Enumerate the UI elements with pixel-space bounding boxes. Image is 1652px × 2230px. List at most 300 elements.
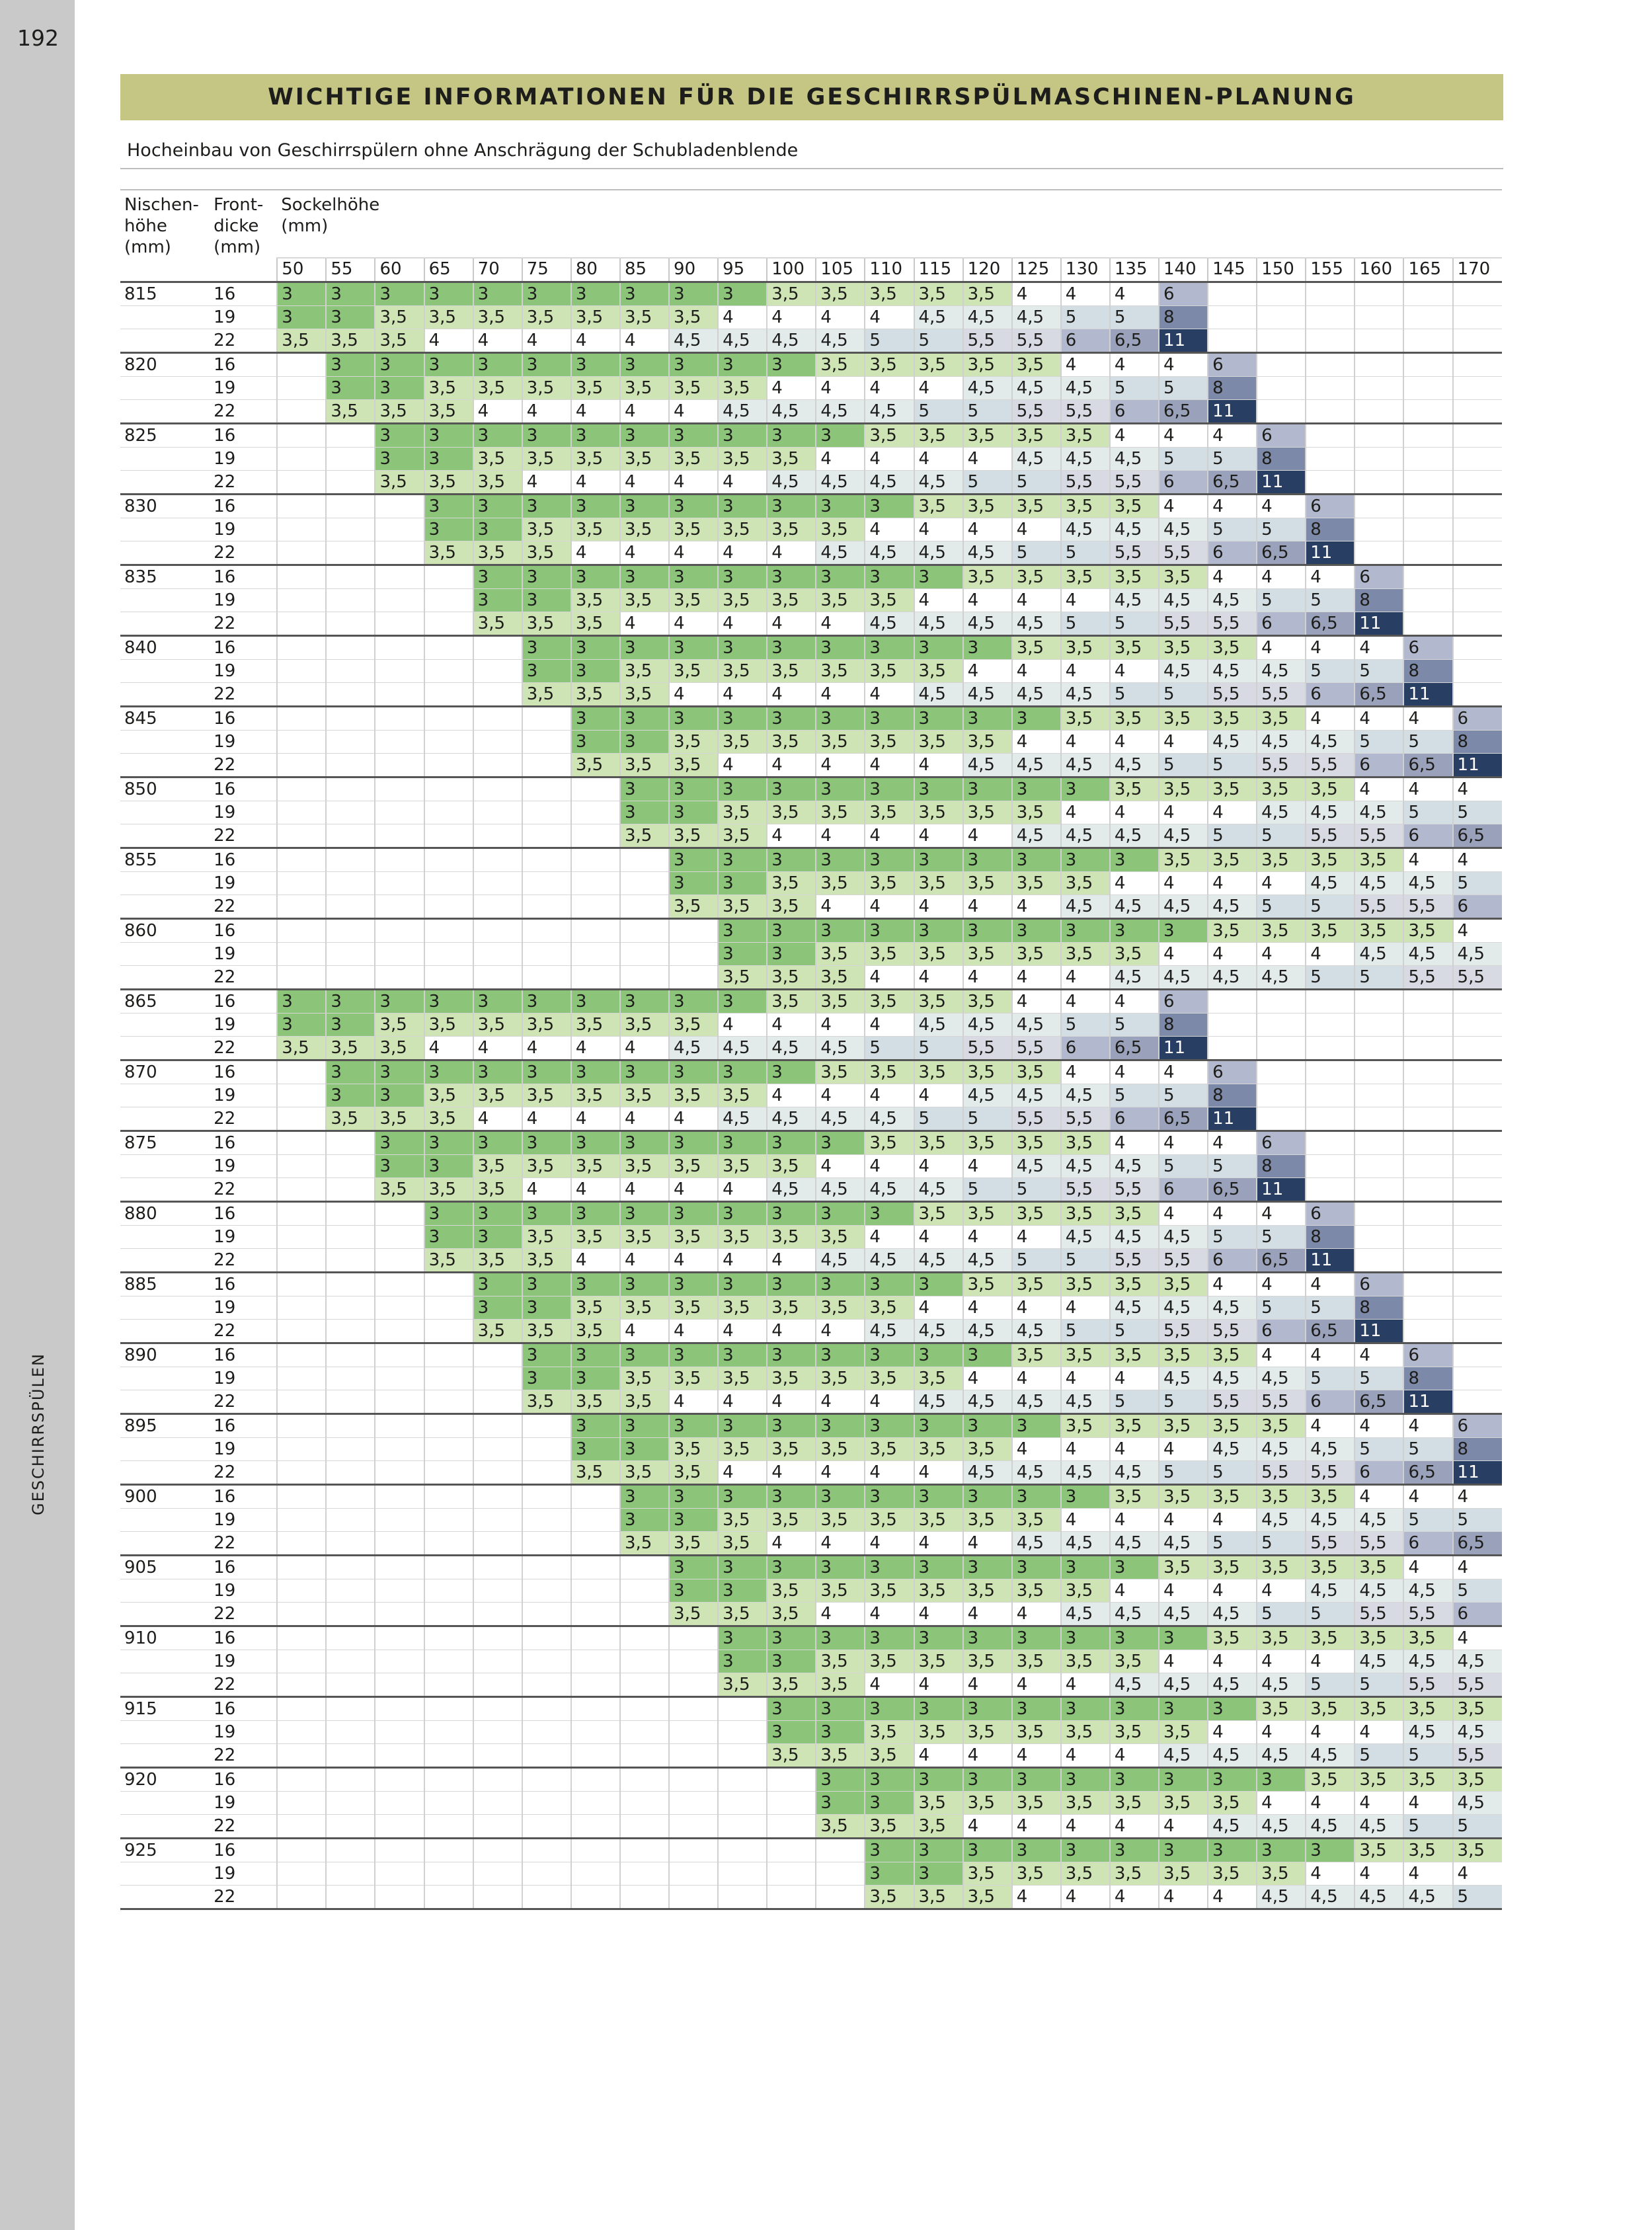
value-cell: 3,5 xyxy=(1355,1556,1403,1579)
value-cell: 3 xyxy=(424,1155,473,1178)
value-cell: 4 xyxy=(865,1014,914,1037)
value-cell xyxy=(424,1390,473,1414)
value-cell: 3,5 xyxy=(718,824,767,848)
value-cell: 3,5 xyxy=(1306,1485,1355,1509)
value-cell xyxy=(669,1768,718,1792)
value-cell: 4 xyxy=(1257,872,1306,895)
value-cell: 4 xyxy=(1208,801,1257,824)
value-cell: 4,5 xyxy=(963,377,1012,400)
value-cell: 4 xyxy=(473,400,522,424)
value-cell: 4 xyxy=(620,1249,669,1273)
value-cell: 3,5 xyxy=(1012,1131,1061,1155)
value-cell: 4 xyxy=(1159,1815,1208,1839)
value-cell: 4 xyxy=(669,612,718,636)
value-cell xyxy=(326,777,375,801)
value-cell: 3,5 xyxy=(1061,565,1110,589)
value-cell: 4,5 xyxy=(865,471,914,495)
value-cell: 4 xyxy=(914,966,963,990)
table-row xyxy=(120,1509,1502,1532)
value-cell xyxy=(571,1579,620,1603)
value-cell: 4 xyxy=(1257,1721,1306,1744)
value-cell: 3 xyxy=(1012,707,1061,731)
value-cell xyxy=(326,1178,375,1202)
nischenhoehe-cell xyxy=(120,966,210,990)
frontdicke-cell: 22 xyxy=(210,824,277,848)
value-cell: 4,5 xyxy=(865,1320,914,1343)
value-cell xyxy=(1355,495,1403,518)
value-cell: 5 xyxy=(1061,1014,1110,1037)
value-cell: 3 xyxy=(473,495,522,518)
value-cell: 3,5 xyxy=(1159,1485,1208,1509)
value-cell: 3,5 xyxy=(620,518,669,541)
value-cell: 4 xyxy=(1403,707,1452,731)
value-cell: 4 xyxy=(522,329,571,353)
value-cell: 3 xyxy=(473,1060,522,1084)
table-row xyxy=(120,1461,1502,1485)
table-row xyxy=(120,1343,1502,1367)
value-cell: 6,5 xyxy=(1453,824,1502,848)
value-cell: 3,5 xyxy=(1110,1343,1159,1367)
nischenhoehe-cell xyxy=(120,1862,210,1886)
value-cell: 5,5 xyxy=(1012,400,1061,424)
value-cell xyxy=(424,1792,473,1815)
value-cell: 4 xyxy=(1061,1673,1110,1697)
value-cell xyxy=(277,1862,326,1886)
value-cell: 3 xyxy=(1110,1556,1159,1579)
sockel-header-cell: 130 xyxy=(1061,258,1110,282)
value-cell xyxy=(1453,1131,1502,1155)
value-cell xyxy=(375,1792,424,1815)
value-cell xyxy=(1306,1084,1355,1107)
value-cell xyxy=(277,1084,326,1107)
value-cell: 4,5 xyxy=(963,1461,1012,1485)
value-cell: 3 xyxy=(816,636,865,660)
value-cell xyxy=(375,1273,424,1296)
value-cell xyxy=(1306,990,1355,1014)
value-cell: 4 xyxy=(1012,518,1061,541)
value-cell xyxy=(277,377,326,400)
value-cell: 4 xyxy=(1110,1579,1159,1603)
value-cell: 5,5 xyxy=(1355,824,1403,848)
value-cell: 4 xyxy=(767,683,816,707)
value-cell: 5,5 xyxy=(1012,1037,1061,1060)
value-cell: 3 xyxy=(767,1273,816,1296)
value-cell: 11 xyxy=(1257,1178,1306,1202)
nischenhoehe-cell: 880 xyxy=(120,1202,210,1226)
value-cell: 4 xyxy=(1403,1792,1452,1815)
value-cell: 3 xyxy=(767,777,816,801)
value-cell: 3 xyxy=(620,707,669,731)
value-cell xyxy=(1453,377,1502,400)
value-cell: 3,5 xyxy=(1012,424,1061,448)
value-cell: 6 xyxy=(1453,1414,1502,1438)
value-cell: 3 xyxy=(914,1273,963,1296)
value-cell: 4,5 xyxy=(816,1178,865,1202)
value-cell: 3,5 xyxy=(1208,707,1257,731)
value-cell xyxy=(1403,1131,1452,1155)
nischenhoehe-cell xyxy=(120,1744,210,1768)
value-cell: 3 xyxy=(473,353,522,377)
value-cell: 3,5 xyxy=(1306,1556,1355,1579)
frontdicke-cell: 16 xyxy=(210,1414,277,1438)
value-cell: 3 xyxy=(816,1768,865,1792)
value-cell: 3 xyxy=(522,353,571,377)
value-cell xyxy=(669,919,718,943)
value-cell: 3 xyxy=(767,1202,816,1226)
value-cell: 4 xyxy=(473,1037,522,1060)
value-cell: 4,5 xyxy=(816,541,865,565)
value-cell: 4,5 xyxy=(1061,824,1110,848)
value-cell: 11 xyxy=(1453,1461,1502,1485)
value-cell xyxy=(424,1768,473,1792)
value-cell: 4 xyxy=(571,1249,620,1273)
value-cell xyxy=(816,1886,865,1909)
header-nische-line: höhe xyxy=(124,216,167,236)
value-cell: 4 xyxy=(1012,282,1061,306)
value-cell: 3,5 xyxy=(816,1673,865,1697)
value-cell: 5,5 xyxy=(1159,1249,1208,1273)
value-cell: 3 xyxy=(816,565,865,589)
value-cell: 4 xyxy=(767,824,816,848)
nischenhoehe-cell xyxy=(120,1014,210,1037)
value-cell: 4 xyxy=(1012,990,1061,1014)
value-cell: 4,5 xyxy=(963,612,1012,636)
value-cell: 3,5 xyxy=(571,612,620,636)
value-cell: 4 xyxy=(571,400,620,424)
value-cell xyxy=(669,1839,718,1862)
value-cell xyxy=(1306,329,1355,353)
value-cell: 6,5 xyxy=(1257,541,1306,565)
value-cell: 3,5 xyxy=(1403,1697,1452,1721)
value-cell: 4 xyxy=(1061,1886,1110,1909)
value-cell xyxy=(571,824,620,848)
value-cell: 4 xyxy=(1257,943,1306,966)
value-cell: 3,5 xyxy=(1012,565,1061,589)
table-row xyxy=(120,636,1502,660)
frontdicke-cell: 19 xyxy=(210,731,277,754)
value-cell: 3 xyxy=(571,1343,620,1367)
value-cell: 4 xyxy=(1257,495,1306,518)
value-cell: 4 xyxy=(522,471,571,495)
value-cell: 4 xyxy=(1159,353,1208,377)
value-cell: 3 xyxy=(865,1273,914,1296)
value-cell: 3,5 xyxy=(1012,943,1061,966)
value-cell xyxy=(522,1721,571,1744)
value-cell: 3,5 xyxy=(718,1509,767,1532)
value-cell xyxy=(473,1414,522,1438)
value-cell: 3,5 xyxy=(865,1367,914,1390)
value-cell xyxy=(326,565,375,589)
value-cell xyxy=(424,1603,473,1626)
frontdicke-cell: 19 xyxy=(210,660,277,683)
value-cell: 5,5 xyxy=(1110,1178,1159,1202)
value-cell: 3,5 xyxy=(767,872,816,895)
value-cell: 4 xyxy=(424,1037,473,1060)
value-cell: 4,5 xyxy=(963,1084,1012,1107)
value-cell: 3 xyxy=(914,1485,963,1509)
value-cell: 6,5 xyxy=(1403,1461,1452,1485)
value-cell: 4,5 xyxy=(1061,754,1110,777)
table-row xyxy=(120,1320,1502,1343)
value-cell: 5 xyxy=(1257,1226,1306,1249)
value-cell: 3,5 xyxy=(620,1532,669,1556)
value-cell: 3,5 xyxy=(669,895,718,919)
value-cell: 3 xyxy=(1110,1768,1159,1792)
value-cell: 3 xyxy=(1061,1485,1110,1509)
value-cell: 3 xyxy=(669,801,718,824)
value-cell: 3,5 xyxy=(571,448,620,471)
value-cell: 4 xyxy=(620,1107,669,1131)
value-cell: 3,5 xyxy=(816,990,865,1014)
value-cell: 4 xyxy=(816,1014,865,1037)
value-cell: 4 xyxy=(865,683,914,707)
value-cell: 3 xyxy=(424,1131,473,1155)
value-cell: 3 xyxy=(718,353,767,377)
value-cell: 3 xyxy=(767,848,816,872)
value-cell: 4 xyxy=(914,754,963,777)
value-cell: 6,5 xyxy=(1110,329,1159,353)
frontdicke-cell: 22 xyxy=(210,966,277,990)
value-cell: 4 xyxy=(865,1673,914,1697)
value-cell: 4,5 xyxy=(1110,1155,1159,1178)
nischenhoehe-cell: 875 xyxy=(120,1131,210,1155)
value-cell: 3 xyxy=(1012,1768,1061,1792)
value-cell: 3 xyxy=(767,1697,816,1721)
value-cell xyxy=(669,1626,718,1650)
value-cell: 4 xyxy=(1012,1296,1061,1320)
value-cell: 3 xyxy=(277,282,326,306)
value-cell: 3,5 xyxy=(1208,848,1257,872)
value-cell: 3 xyxy=(571,731,620,754)
table-row xyxy=(120,1603,1502,1626)
value-cell: 3,5 xyxy=(865,731,914,754)
value-cell: 5 xyxy=(1403,1815,1452,1839)
value-cell: 4,5 xyxy=(1110,1226,1159,1249)
value-cell: 3,5 xyxy=(718,1532,767,1556)
value-cell: 3 xyxy=(816,1626,865,1650)
value-cell xyxy=(1403,1320,1452,1343)
value-cell: 5 xyxy=(1306,895,1355,919)
value-cell xyxy=(277,1650,326,1673)
value-cell xyxy=(375,1603,424,1626)
value-cell xyxy=(620,1626,669,1650)
value-cell xyxy=(375,1673,424,1697)
value-cell: 4,5 xyxy=(1012,448,1061,471)
value-cell: 3 xyxy=(718,1579,767,1603)
value-cell xyxy=(1306,471,1355,495)
value-cell: 3,5 xyxy=(473,1084,522,1107)
value-cell: 3,5 xyxy=(669,731,718,754)
value-cell: 3,5 xyxy=(571,1320,620,1343)
value-cell: 3,5 xyxy=(865,1509,914,1532)
value-cell: 5,5 xyxy=(1061,1107,1110,1131)
value-cell xyxy=(522,1461,571,1485)
value-cell: 3 xyxy=(914,636,963,660)
table-row xyxy=(120,541,1502,565)
value-cell: 3,5 xyxy=(718,731,767,754)
sockel-header-cell: 125 xyxy=(1012,258,1061,282)
value-cell xyxy=(473,636,522,660)
value-cell: 4,5 xyxy=(1306,1579,1355,1603)
value-cell xyxy=(1453,1107,1502,1131)
value-cell: 3 xyxy=(522,1273,571,1296)
value-cell xyxy=(277,565,326,589)
value-cell: 4,5 xyxy=(1159,966,1208,990)
value-cell: 3 xyxy=(620,801,669,824)
value-cell xyxy=(424,1296,473,1320)
value-cell xyxy=(571,801,620,824)
value-cell: 4,5 xyxy=(1159,518,1208,541)
value-cell: 3,5 xyxy=(669,1155,718,1178)
value-cell: 3 xyxy=(424,518,473,541)
value-cell: 5 xyxy=(1208,1155,1257,1178)
value-cell: 4 xyxy=(963,1296,1012,1320)
value-cell: 4,5 xyxy=(1257,1509,1306,1532)
value-cell xyxy=(522,1626,571,1650)
value-cell xyxy=(1403,1014,1452,1037)
value-cell xyxy=(375,636,424,660)
value-cell: 3,5 xyxy=(767,895,816,919)
value-cell xyxy=(375,1744,424,1768)
value-cell: 4,5 xyxy=(1355,943,1403,966)
value-cell: 4,5 xyxy=(816,1249,865,1273)
value-cell xyxy=(1453,1060,1502,1084)
value-cell: 4 xyxy=(1061,1296,1110,1320)
value-cell: 4 xyxy=(767,306,816,329)
value-cell: 4 xyxy=(1012,1744,1061,1768)
value-cell: 3,5 xyxy=(522,1249,571,1273)
value-cell: 3,5 xyxy=(963,1131,1012,1155)
nischenhoehe-cell: 925 xyxy=(120,1839,210,1862)
value-cell xyxy=(1306,1131,1355,1155)
value-cell: 3,5 xyxy=(865,660,914,683)
value-cell: 5,5 xyxy=(1355,895,1403,919)
value-cell: 4,5 xyxy=(1110,1673,1159,1697)
frontdicke-cell: 22 xyxy=(210,1178,277,1202)
value-cell: 3,5 xyxy=(571,683,620,707)
value-cell: 4 xyxy=(1453,1556,1502,1579)
value-cell xyxy=(375,1296,424,1320)
value-cell xyxy=(1355,329,1403,353)
value-cell: 4,5 xyxy=(1159,1603,1208,1626)
value-cell: 3,5 xyxy=(1159,1414,1208,1438)
value-cell xyxy=(375,565,424,589)
value-cell: 3,5 xyxy=(1453,1697,1502,1721)
value-cell: 5 xyxy=(1110,612,1159,636)
value-cell: 3 xyxy=(571,1273,620,1296)
value-cell: 3,5 xyxy=(424,400,473,424)
header-spacer xyxy=(210,258,277,282)
value-cell: 4 xyxy=(718,541,767,565)
value-cell: 3,5 xyxy=(424,1249,473,1273)
value-cell: 3 xyxy=(571,1131,620,1155)
value-cell xyxy=(424,824,473,848)
value-cell: 5 xyxy=(1159,377,1208,400)
value-cell: 3 xyxy=(816,848,865,872)
value-cell: 8 xyxy=(1306,518,1355,541)
value-cell xyxy=(767,1839,816,1862)
value-cell: 3 xyxy=(963,707,1012,731)
value-cell: 3,5 xyxy=(816,660,865,683)
value-cell xyxy=(326,943,375,966)
value-cell: 4 xyxy=(963,1744,1012,1768)
value-cell: 4,5 xyxy=(1159,895,1208,919)
value-cell xyxy=(277,1249,326,1273)
value-cell: 4 xyxy=(865,1226,914,1249)
value-cell xyxy=(375,801,424,824)
value-cell xyxy=(620,1815,669,1839)
value-cell xyxy=(1453,1390,1502,1414)
table-row xyxy=(120,966,1502,990)
value-cell xyxy=(473,731,522,754)
value-cell: 3 xyxy=(865,1202,914,1226)
nischenhoehe-cell xyxy=(120,377,210,400)
value-cell: 5 xyxy=(1355,660,1403,683)
value-cell: 3 xyxy=(963,636,1012,660)
value-cell: 3,5 xyxy=(1159,1556,1208,1579)
value-cell xyxy=(522,1579,571,1603)
value-cell: 3 xyxy=(522,1367,571,1390)
value-cell: 4,5 xyxy=(1208,966,1257,990)
value-cell: 3 xyxy=(375,1084,424,1107)
value-cell xyxy=(326,1202,375,1226)
value-cell: 3,5 xyxy=(963,1438,1012,1461)
value-cell: 3,5 xyxy=(1110,1485,1159,1509)
value-cell: 4,5 xyxy=(1012,1320,1061,1343)
value-cell xyxy=(473,1485,522,1509)
value-cell: 6 xyxy=(1355,1273,1403,1296)
value-cell: 4 xyxy=(1208,1509,1257,1532)
table-subtitle: Hocheinbau von Geschirrspülern ohne Anschrägung der Schubladenblende xyxy=(127,140,799,161)
value-cell: 4 xyxy=(1306,1862,1355,1886)
value-cell: 3 xyxy=(473,565,522,589)
value-cell: 3,5 xyxy=(914,1509,963,1532)
value-cell xyxy=(424,1886,473,1909)
value-cell: 4 xyxy=(1110,1886,1159,1909)
value-cell: 8 xyxy=(1453,731,1502,754)
value-cell: 3,5 xyxy=(620,754,669,777)
value-cell: 3 xyxy=(473,589,522,612)
value-cell: 4 xyxy=(767,1014,816,1037)
value-cell xyxy=(277,1579,326,1603)
value-cell: 3 xyxy=(326,377,375,400)
value-cell xyxy=(473,966,522,990)
value-cell xyxy=(277,1886,326,1909)
nischenhoehe-cell xyxy=(120,895,210,919)
value-cell: 3 xyxy=(816,1792,865,1815)
value-cell: 5 xyxy=(1159,1461,1208,1485)
value-cell: 4 xyxy=(1257,1202,1306,1226)
value-cell: 3,5 xyxy=(669,1296,718,1320)
value-cell xyxy=(1355,1155,1403,1178)
value-cell: 5 xyxy=(1061,1320,1110,1343)
value-cell xyxy=(375,1721,424,1744)
nischenhoehe-cell xyxy=(120,943,210,966)
value-cell: 3 xyxy=(767,1343,816,1367)
value-cell: 3,5 xyxy=(914,943,963,966)
table-row xyxy=(120,1438,1502,1461)
value-cell: 11 xyxy=(1306,541,1355,565)
value-cell xyxy=(277,1626,326,1650)
value-cell xyxy=(522,1603,571,1626)
value-cell: 3 xyxy=(865,565,914,589)
value-cell xyxy=(1453,541,1502,565)
table-row xyxy=(120,1485,1502,1509)
value-cell xyxy=(326,1485,375,1509)
value-cell: 3,5 xyxy=(865,424,914,448)
value-cell: 3 xyxy=(669,1579,718,1603)
value-cell xyxy=(620,1862,669,1886)
